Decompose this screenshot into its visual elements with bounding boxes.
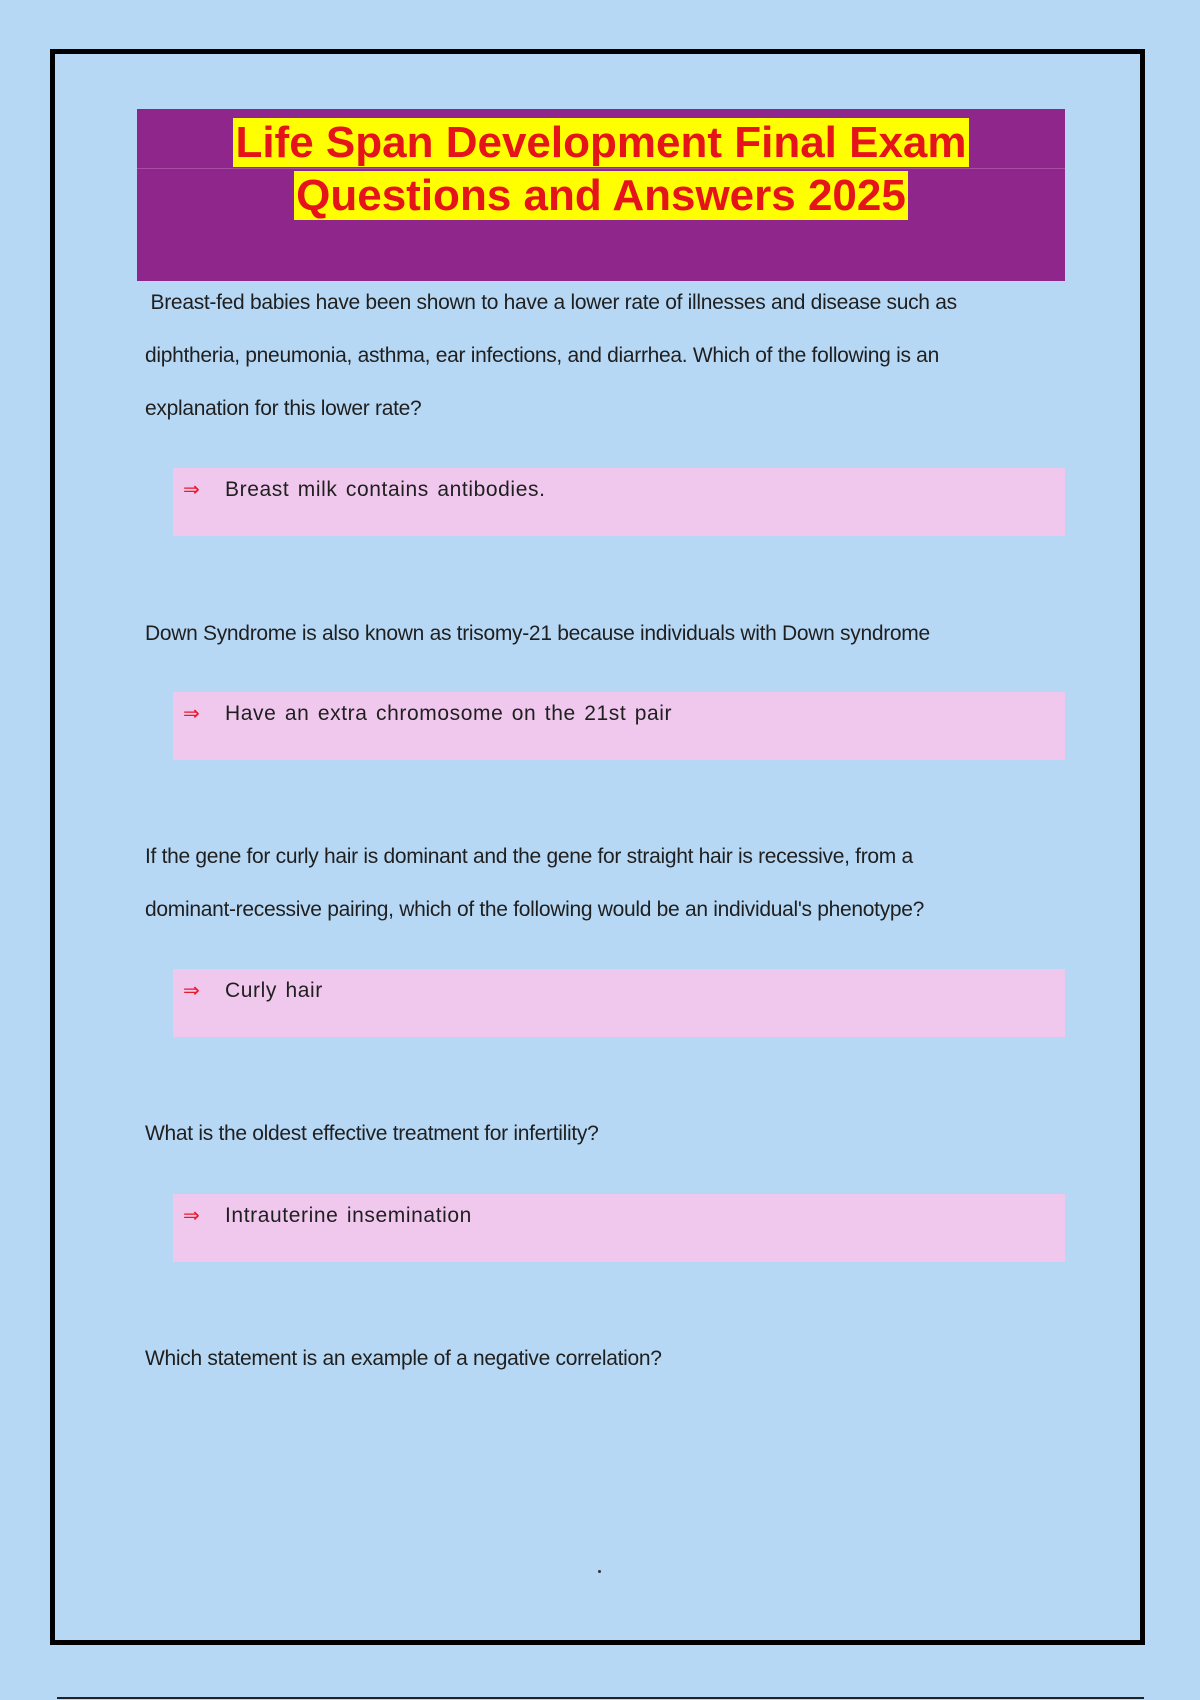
answer-box-4 [173,1194,1065,1262]
question-5 [145,1332,1025,1385]
answer-text: Have an extra chromosome on the 21st pair [225,702,673,725]
arrow-right-icon: ⇒ [183,701,200,725]
arrow-right-icon: ⇒ [183,477,200,501]
arrow-right-icon: ⇒ [183,1203,200,1227]
bottom-rule [57,1697,1144,1699]
question-text-line: diphtheria, pneumonia, asthma, ear infections, and diarrhea. Which of the following is an [145,344,939,367]
question-text-line: If the gene for curly hair is dominant and the gene for straight hair is recessive, from a [145,845,913,868]
title-banner [137,109,1065,281]
page-title-line-2: Questions and Answers 2025 [296,171,906,220]
question-text-line: Breast-fed babies have been shown to have a lower rate of illnesses and disease such as [145,291,957,314]
question-2 [145,607,1025,660]
answer-box-3 [173,969,1065,1037]
arrow-right-icon: ⇒ [183,978,200,1002]
answer-text: Intrauterine insemination [225,1204,472,1227]
answer-text: Curly hair [225,979,323,1002]
page-title-line-1: Life Span Development Final Exam [235,118,967,167]
question-text-line: explanation for this lower rate? [145,397,422,420]
question-text-line: Down Syndrome is also known as trisomy-21 because individuals with Down syndrome [145,622,930,645]
question-3 [145,830,1025,936]
question-4 [145,1107,1025,1160]
banner-divider [137,168,1065,169]
answer-box-2 [173,692,1065,760]
question-text-line: What is the oldest effective treatment for infertility? [145,1122,599,1145]
answer-box-1 [173,468,1065,536]
question-text-line: dominant-recessive pairing, which of the following would be an individual's phenotype? [145,898,925,921]
question-text-line: Which statement is an example of a negative correlation? [145,1347,662,1370]
question-1 [145,276,1025,435]
answer-text: Breast milk contains antibodies. [225,478,546,501]
page-dot [598,1570,601,1573]
